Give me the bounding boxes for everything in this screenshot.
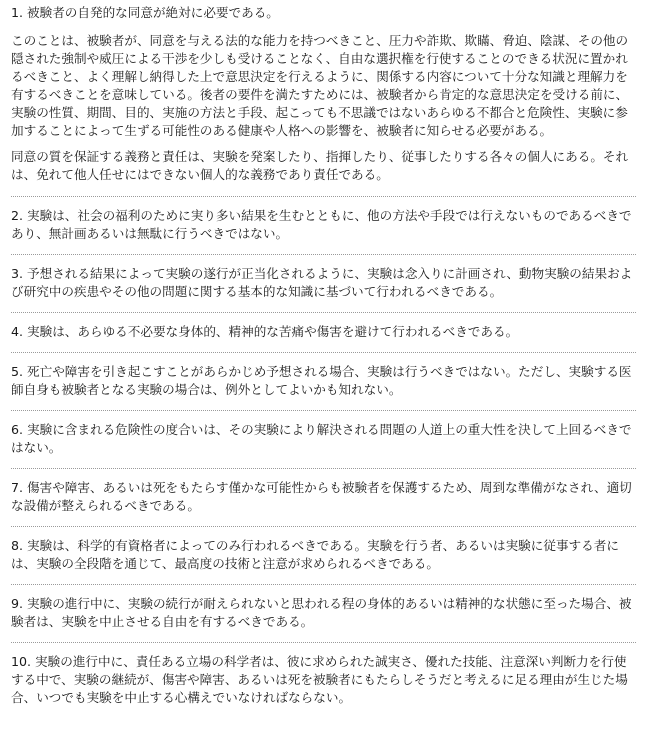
item-8 [11,526,636,584]
item-3 [11,254,636,312]
item-9 [11,584,636,642]
item-1-paragraph: 同意の質を保証する義務と責任は、実験を発案したり、指揮したり、従事したりする各々の個人にある。それは、免れて他人任せにはできない個人的な義務であり責任である。 [11,149,629,182]
item-4 [11,312,636,352]
item-text: 9. 実験の進行中に、実験の続行が耐えられないと思われる程の身体的あるいは精神的な状態に至った場合、被験者は、実験を中止させる自由を有するべきである。 [11,596,632,629]
item-10 [11,642,636,718]
item-1-heading: 1. 被験者の自発的な同意が絶対に必要である。 [11,5,279,20]
item-6 [11,410,636,468]
item-text: 4. 実験は、あらゆる不必要な身体的、精神的な苦痛や傷害を避けて行われるべきである。 [11,324,519,339]
item-7 [11,468,636,526]
item-5 [11,352,636,410]
item-1-paragraph: このことは、被験者が、同意を与える法的な能力を持つべきこと、圧力や詐欺、欺瞞、脅迫、陰謀、その他の隠された強制や威圧による干渉を少しも受けることなく、自由な選択権を行使することのできる状況に置かれるべきこと、よく理解し納得した上で意思決定を行えるように、関係する内容について十分な知識と理解力を有するべきことを意味している。後者の要件を満たすためには、被験者から肯定的な意思決定を受ける前に、実験の性質、期間、目的、実施の方法と手段、起こっても不思議ではないあらゆる不都合と危険性、実験に参加することによって生ずる可能性のある健康や人格への影響を、被験者に知らせる必要がある。 [11,33,629,138]
item-text: 5. 死亡や障害を引き起こすことがあらかじめ予想される場合、実験は行うべきではない。ただし、実験する医師自身も被験者となる実験の場合は、例外としてよいかも知れない。 [11,364,632,397]
item-text: 7. 傷害や障害、あるいは死をもたらす僅かな可能性からも被験者を保護するため、周到な準備がなされ、適切な設備が整えられるべきである。 [11,480,632,513]
item-2 [11,196,636,254]
item-1 [11,4,636,184]
item-text: 8. 実験は、科学的有資格者によってのみ行われるべきである。実験を行う者、あるいは実験に従事する者には、実験の全段階を通じて、最高度の技術と注意が求められるべきである。 [11,538,619,571]
item-text: 10. 実験の進行中に、責任ある立場の科学者は、彼に求められた誠実さ、優れた技能、注意深い判断力を行使する中で、実験の継続が、傷害や障害、あるいは死を被験者にもたらしそうだと考えるに足る理由が生じた場合、いつでも実験を中止する心構えでいなければならない。 [11,654,628,705]
item-text: 6. 実験に含まれる危険性の度合いは、その実験により解決される問題の人道上の重大性を決して上回るべきではない。 [11,422,632,455]
item-text: 3. 予想される結果によって実験の遂行が正当化されるように、実験は念入りに計画され、動物実験の結果および研究中の疾患やその他の問題に関する基本的な知識に基づいて行われるべきである。 [11,266,633,299]
document [11,4,636,718]
item-text: 2. 実験は、社会の福利のために実り多い結果を生むとともに、他の方法や手段では行えないものであるべきであり、無計画あるいは無駄に行うべきではない。 [11,208,632,241]
